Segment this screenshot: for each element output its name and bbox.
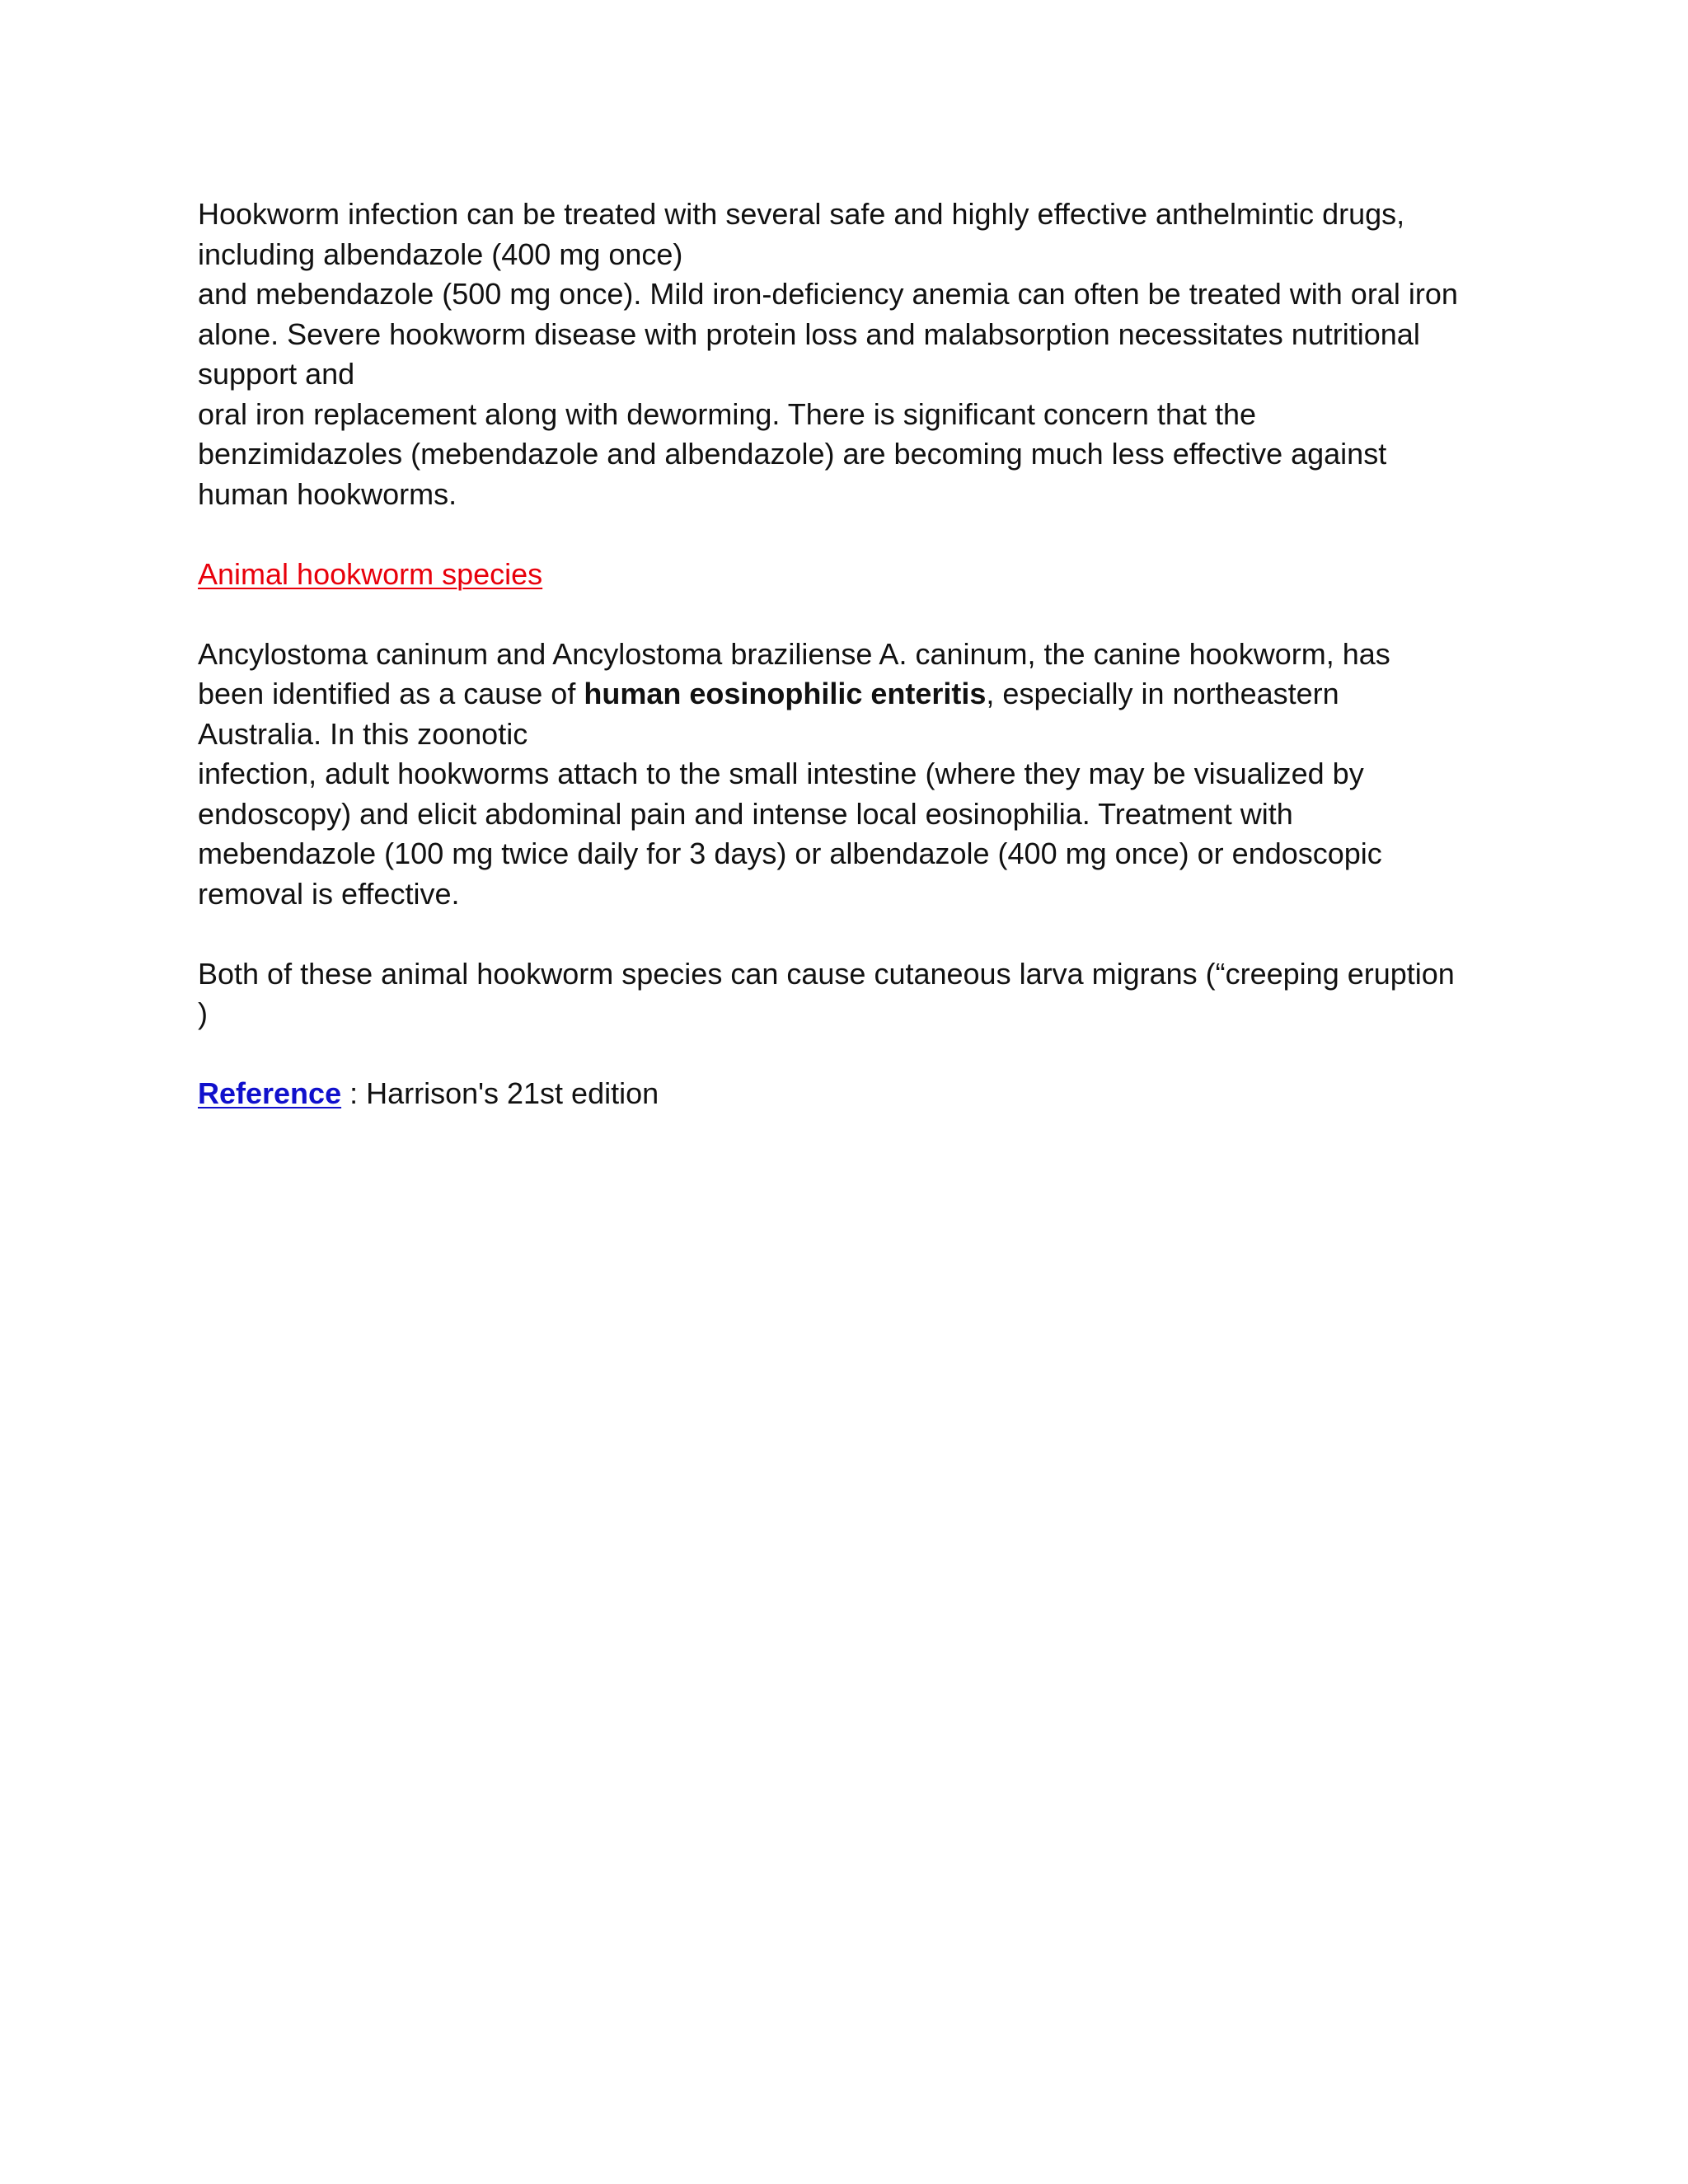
paragraph-spacer — [198, 914, 1500, 954]
text-line: removal is effective. — [198, 876, 460, 911]
paragraph-spacer — [198, 594, 1500, 635]
text-line: human hookworms. — [198, 476, 457, 511]
text-line: Australia. In this zoonotic — [198, 716, 528, 751]
reference-line — [198, 1074, 1500, 1114]
paragraph-spacer — [198, 1034, 1500, 1075]
text-line: benzimidazoles (mebendazole and albendazole) are becoming much less effective against — [198, 437, 1387, 471]
text-line: support and — [198, 357, 355, 391]
reference-link[interactable]: Reference — [198, 1076, 342, 1110]
text-line: Both of these animal hookworm species can cause cutaneous larva migrans (“creeping eruption — [198, 956, 1455, 991]
text-line: oral iron replacement along with deworming. There is significant concern that the — [198, 396, 1257, 431]
text-line — [198, 674, 1500, 715]
section-heading — [198, 555, 1500, 595]
text-line: Hookworm infection can be treated with several safe and highly effective anthelmintic drugs, — [198, 197, 1405, 231]
text-line: infection, adult hookworms attach to the small intestine (where they may be visualized by — [198, 757, 1364, 790]
text-line: Ancylostoma caninum and Ancylostoma braziliense A. caninum, the canine hookworm, has — [198, 636, 1390, 671]
reference-source: : Harrison's 21st edition — [341, 1076, 659, 1110]
text-fragment: , especially in northeastern — [986, 677, 1339, 710]
text-line: mebendazole (100 mg twice daily for 3 days) or albendazole (400 mg once) or endoscopic — [198, 837, 1382, 870]
document-page — [198, 194, 1500, 1114]
paragraph-spacer — [198, 514, 1500, 555]
text-line: alone. Severe hookworm disease with protein loss and malabsorption necessitates nutritional — [198, 316, 1420, 351]
text-line: and mebendazole (500 mg once). Mild iron-deficiency anemia can often be treated with oral iron — [198, 277, 1458, 311]
animal-hookworm-paragraph — [198, 635, 1500, 915]
larva-migrans-paragraph — [198, 954, 1500, 1034]
text-fragment: been identified as a cause of — [198, 677, 584, 710]
bold-term: human eosinophilic enteritis — [584, 677, 987, 710]
animal-hookworm-species-link[interactable]: Animal hookworm species — [198, 556, 543, 591]
treatment-paragraph — [198, 194, 1500, 514]
text-line: including albendazole (400 mg once) — [198, 237, 683, 271]
text-line: endoscopy) and elicit abdominal pain and intense local eosinophilia. Treatment with — [198, 796, 1293, 831]
text-line: ) — [198, 996, 208, 1030]
